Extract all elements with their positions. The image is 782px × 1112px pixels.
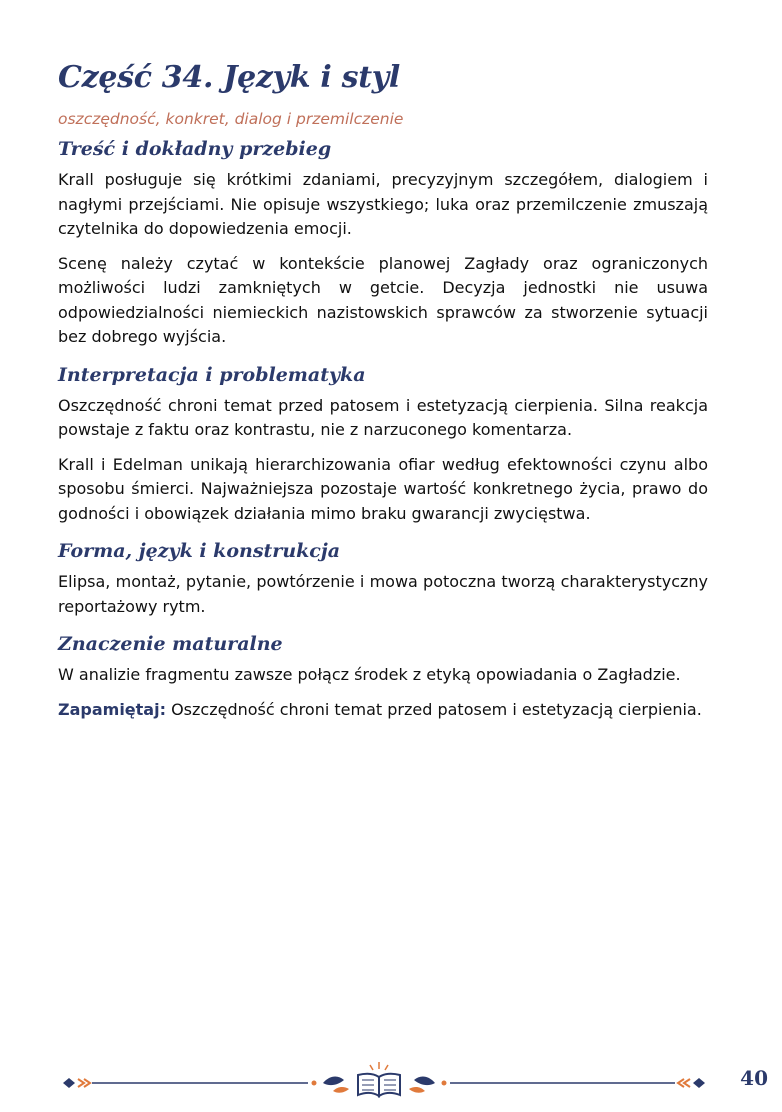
paragraph: Oszczędność chroni temat przed patosem i estetyzacją cierpienia. Silna reakcja powstaje z faktu oraz kontrastu, nie z narzuconego komentarza. [58, 395, 708, 439]
remember-text: Oszczędność chroni temat przed patosem i estetyzacją cierpienia. [165, 699, 702, 719]
remember-note [58, 698, 708, 723]
diamond-icon [693, 1078, 705, 1088]
section-heading-form: Forma, język i konstrukcja [58, 540, 341, 562]
footer-decoration [0, 1058, 782, 1108]
diamond-icon [63, 1078, 75, 1088]
paragraph: Krall i Edelman unikają hierarchizowania ofiar według efektowności czynu albo sposobu śmierci. Najważniejsza pozostaje wartość konkretnego życia, prawo do godności i obowiązek działania mimo braku gwarancji zwycięstwa. [58, 454, 708, 523]
leaf-icon [323, 1077, 344, 1086]
leaf-icon [409, 1087, 425, 1093]
section-heading-content: Treść i dokładny przebieg [58, 138, 332, 160]
remember-label: Zapamiętaj: [58, 699, 166, 719]
paragraph: Elipsa, montaż, pytanie, powtórzenie i mowa potoczna tworzą charakterystyczny reportażowy rytm. [58, 572, 708, 616]
section-heading-interpretation: Interpretacja i problematyka [58, 363, 366, 386]
open-book-icon [358, 1074, 400, 1096]
arrow-icon [78, 1079, 90, 1087]
page-number: 40 [740, 1066, 768, 1090]
paragraph: Krall posługuje się krótkimi zdaniami, precyzyjnym szczegółem, dialogiem i nagłymi przejściami. Nie opisuje wszystkiego; luka oraz przemilczenie zmuszają czytelnika do dopowiedzenia emocji. [58, 170, 708, 238]
leaf-icon [414, 1077, 435, 1086]
chapter-subtitle: oszczędność, konkret, dialog i przemilczenie [58, 110, 404, 128]
chapter-title: Część 34. Język i styl [58, 60, 401, 95]
section-heading-exam: Znaczenie maturalne [58, 633, 283, 655]
dot-icon [312, 1081, 317, 1086]
page-content [58, 56, 708, 732]
footer-ornament [0, 1058, 782, 1108]
dot-icon [442, 1081, 447, 1086]
rays-icon [370, 1062, 388, 1070]
paragraph: W analizie fragmentu zawsze połącz środek z etyką opowiadania o Zagładzie. [58, 665, 681, 684]
arrow-icon [678, 1079, 690, 1087]
leaf-icon [333, 1087, 349, 1093]
paragraph: Scenę należy czytać w kontekście planowej Zagłady oraz ograniczonych możliwości ludzi zamkniętych w getcie. Decyzja jednostki nie usuwa odpowiedzialności niemieckich nazistowskich sprawców za stworzenie sytuacji bez dobrego wyjścia. [58, 253, 708, 346]
